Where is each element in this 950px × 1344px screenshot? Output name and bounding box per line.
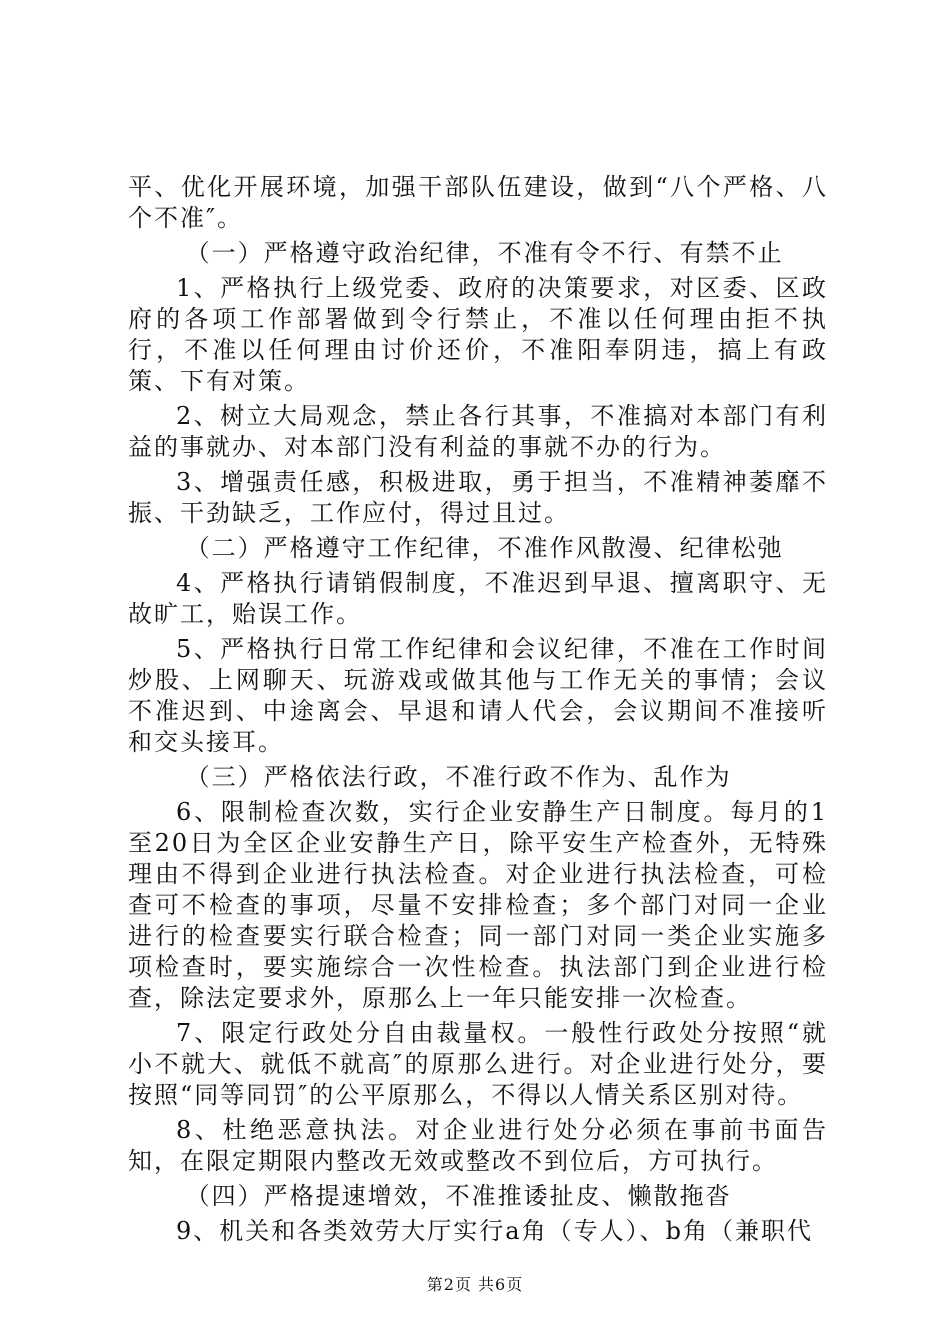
paragraph-item-6: 6、限制检查次数，实行企业安静生产日制度。每月的1至20日为全区企业安静生产日，除平安生产检查外，无特殊理由不得到企业进行执法检查。对企业进行执法检查，可检查可不检查的事项，尽量不安排检查；多个部门对同一企业进行的检查要实行联合检查；同一部门对同一类企业实施多项检查时，要实施综合一次性检查。执法部门到企业进行检查，除法定要求外，原那么上一年只能安排一次检查。 — [128, 798, 828, 1012]
section-heading-4: （四）严格提速增效，不准推诿扯皮、懒散拖沓 — [185, 1182, 732, 1210]
page-number-footer: 第2页 共6页 — [426, 1275, 524, 1294]
section-heading-3: （三）严格依法行政，不准行政不作为、乱作为 — [185, 763, 732, 791]
section-heading-2: （二）严格遵守工作纪律，不准作风散漫、纪律松弛 — [185, 534, 784, 562]
paragraph-item-1: 1、严格执行上级党委、政府的决策要求，对区委、区政府的各项工作部署做到令行禁止，不准以任何理由拒不执行，不准以任何理由讨价还价，不准阳奉阴违，搞上有政策、下有对策。 — [128, 274, 828, 395]
paragraph-continuation: 平、优化开展环境，加强干部队伍建设，做到“八个严格、八个不准″。 — [128, 173, 828, 232]
paragraph-item-9: 9、机关和各类效劳大厅实行a角（专人）、b角（兼职代 — [176, 1217, 813, 1245]
document-body — [128, 172, 880, 1251]
section-heading-1: （一）严格遵守政治纪律，不准有令不行、有禁不止 — [185, 239, 784, 267]
paragraph-item-5: 5、严格执行日常工作纪律和会议纪律，不准在工作时间炒股、上网聊天、玩游戏或做其他与工作无关的事情；会议不准迟到、中途离会、早退和请人代会，会议期间不准接听 和交头接耳。 — [128, 635, 880, 756]
paragraph-item-2: 2、树立大局观念，禁止各行其事，不准搞对本部门有利益的事就办、对本部门没有利益的事就不办的行为。 — [128, 402, 828, 461]
paragraph-item-8: 8、杜绝恶意执法。对企业进行处分必须在事前书面告知，在限定期限内整改无效或整改不到位后，方可执行。 — [128, 1116, 828, 1175]
paragraph-item-3: 3、增强责任感，积极进取，勇于担当，不准精神萎靡不振、干劲缺乏，工作应付，得过且过。 — [128, 468, 828, 527]
paragraph-item-7: 7、限定行政处分自由裁量权。一般性行政处分按照“就小不就大、就低不就高″的原那么进行。对企业进行处分，要按照“同等同罚″的公平原那么，不得以人情关系区别对待。 — [128, 1019, 828, 1109]
paragraph-item-4: 4、严格执行请销假制度，不准迟到早退、擅离职守、无故旷工，贻误工作。 — [128, 569, 828, 628]
